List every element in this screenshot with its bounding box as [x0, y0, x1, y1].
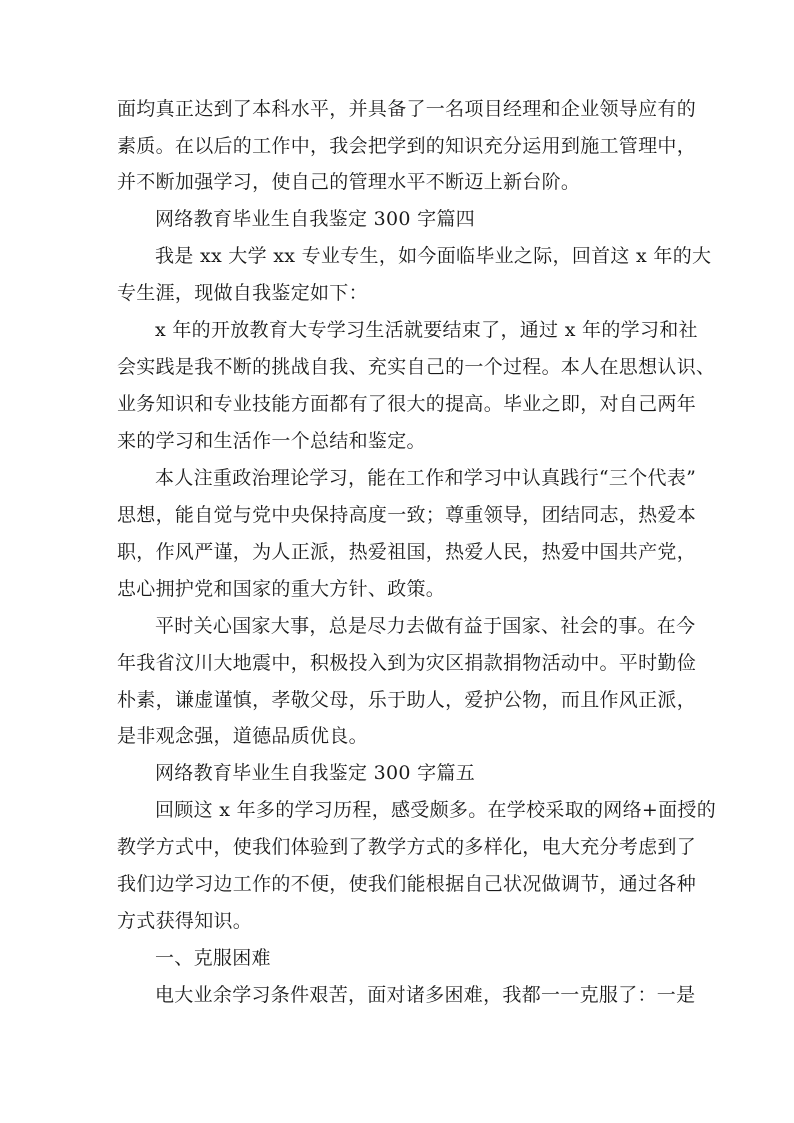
text-line: 我是 xx 大学 xx 专业专生，如今面临毕业之际，回首这 x 年的大	[155, 245, 712, 267]
section-heading: 网络教育毕业生自我鉴定 300 字篇四	[155, 208, 476, 230]
text-line: 素质。在以后的工作中，我会把学到的知识充分运用到施工管理中，	[117, 135, 697, 157]
text-line: 面均真正达到了本科水平，并具备了一名项目经理和企业领导应有的	[117, 98, 697, 120]
text-line: 并不断加强学习，使自己的管理水平不断迈上新台阶。	[117, 171, 581, 193]
text-line: 年我省汶川大地震中，积极投入到为灾区捐款捐物活动中。平时勤俭	[117, 652, 697, 674]
text-line: 职，作风严谨，为人正派，热爱祖国，热爱人民，热爱中国共产党，	[117, 541, 697, 563]
text-line: 会实践是我不断的挑战自我、充实自己的一个过程。本人在思想认识、	[117, 356, 716, 378]
subsection-heading: 一、克服困难	[155, 947, 271, 969]
text-line: 朴素，谦虚谨慎，孝敬父母，乐于助人，爱护公物，而且作风正派，	[117, 689, 697, 711]
text-line: 业务知识和专业技能方面都有了很大的提高。毕业之即，对自己两年	[117, 393, 697, 415]
text-line: 教学方式中，使我们体验到了教学方式的多样化，电大充分考虑到了	[117, 836, 697, 858]
text-line: 本人注重政治理论学习，能在工作和学习中认真践行“三个代表”	[155, 467, 697, 489]
text-line: 是非观念强，道德品质优良。	[117, 725, 368, 747]
text-line: 专生涯，现做自我鉴定如下：	[117, 282, 368, 304]
section-heading: 网络教育毕业生自我鉴定 300 字篇五	[155, 762, 476, 784]
text-line: x 年的开放教育大专学习生活就要结束了，通过 x 年的学习和社	[155, 319, 698, 341]
text-line: 方式获得知识。	[117, 910, 253, 932]
text-line: 我们边学习边工作的不便，使我们能根据自己状况做调节，通过各种	[117, 873, 697, 895]
text-line: 回顾这 x 年多的学习历程，感受颇多。在学校采取的网络+面授的	[155, 799, 717, 821]
text-line: 电大业余学习条件艰苦，面对诸多困难，我都一一克服了：一是	[155, 984, 696, 1006]
text-line: 平时关心国家大事，总是尽力去做有益于国家、社会的事。在今	[155, 615, 696, 637]
text-line: 忠心拥护党和国家的重大方针、政策。	[117, 578, 446, 600]
text-line: 思想，能自觉与党中央保持高度一致；尊重领导，团结同志，热爱本	[117, 504, 697, 526]
text-line: 来的学习和生活作一个总结和鉴定。	[117, 430, 426, 452]
